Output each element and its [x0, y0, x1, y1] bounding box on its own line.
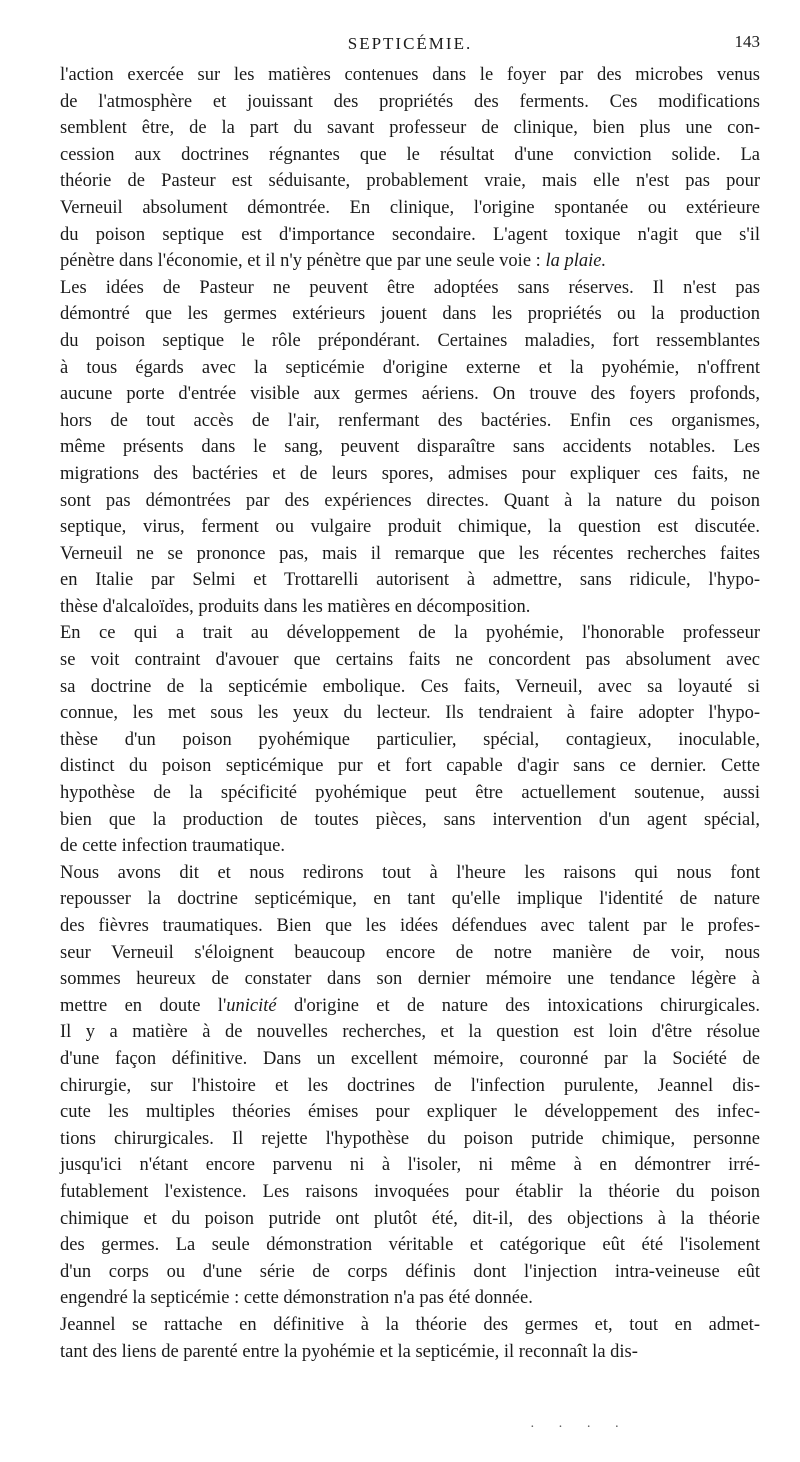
text-line: sa doctrine de la septicémie embolique. Ces faits, Verneuil, avec sa loyauté si — [60, 676, 760, 697]
text-line: des fièvres traumatiques. Bien que les idées défendues avec talent par le profes- — [60, 916, 760, 936]
text-line: du poison septique est d'importance secondaire. L'agent toxique n'agit que s'il — [60, 224, 760, 245]
text-line: à tous égards avec la septicémie d'origine externe et la pyohémie, n'offrent — [60, 357, 760, 378]
running-head: SEPTICÉMIE. — [347, 34, 473, 53]
text-line: septique, virus, ferment ou vulgaire produit chimique, la question est discutée. — [60, 517, 760, 538]
text-line: Jeannel se rattache en définitive à la théorie des germes et, tout en admet- — [60, 1314, 760, 1335]
text-line: seur Verneuil s'éloignent beaucoup encore de notre manière de voir, nous — [60, 942, 760, 963]
text-line: bien que la production de toutes pièces, sans intervention d'un agent spécial, — [60, 809, 760, 830]
paragraph — [60, 62, 760, 275]
text-line: sommes heureux de constater dans son dernier mémoire une tendance légère à — [60, 969, 760, 990]
text-line: chimique et du poison putride ont plutôt été, dit-il, des objections à la théorie — [60, 1208, 760, 1229]
text-line: hors de tout accès de l'air, renfermant des bactéries. Enfin ces organismes, — [60, 410, 760, 431]
text-line: hypothèse de la spécificité pyohémique peut être actuellement soutenue, aussi — [60, 783, 760, 804]
text-line: Il y a matière à de nouvelles recherches, et la question est loin d'être résolue — [60, 1022, 760, 1043]
page-header — [60, 28, 760, 62]
body-text — [60, 62, 760, 1365]
text-line: cute les multiples théories émises pour expliquer le développement des infec- — [60, 1102, 760, 1123]
text-line: démontré que les germes extérieurs jouent dans les propriétés ou la production — [60, 304, 760, 325]
text-line: aucune porte d'entrée visible aux germes aériens. On trouve des foyers profonds, — [60, 384, 760, 405]
text-line: En ce qui a trait au développement de la pyohémie, l'honorable professeur — [60, 623, 760, 644]
text-line: d'un corps ou d'une série de corps définis dont l'injection intra-veineuse eût — [60, 1261, 760, 1282]
footer-marks: · · · · — [530, 1420, 630, 1435]
text-line: distinct du poison septicémique pur et fort capable d'agir sans ce dernier. Cette — [60, 756, 760, 777]
emphasis: la plaie. — [545, 251, 607, 272]
text-line: migrations des bactéries et de leurs spores, admises pour expliquer ces faits, ne — [60, 463, 760, 484]
text-line: chirurgie, sur l'histoire et les doctrines de l'infection purulente, Jeannel dis- — [60, 1075, 760, 1096]
text-line: repousser la doctrine septicémique, en tant qu'elle implique l'identité de nature — [60, 889, 760, 910]
text-line: d'une façon définitive. Dans un excellent mémoire, couronné par la Société de — [60, 1048, 760, 1069]
text-line: des germes. La seule démonstration véritable et catégorique eût été l'isolement — [60, 1235, 760, 1256]
text-line: Nous avons dit et nous redirons tout à l'heure les raisons qui nous font — [60, 862, 760, 883]
text-line: jusqu'ici n'étant encore parvenu ni à l'isoler, ni même à en démontrer irré- — [60, 1155, 760, 1176]
text-line: connue, les met sous les yeux du lecteur. Ils tendraient à faire adopter l'hypo- — [60, 703, 760, 724]
text-line: semblent être, de la part du savant professeur de clinique, bien plus une con- — [60, 118, 760, 139]
text-line: se voit contraint d'avouer que certains faits ne concordent pas absolument avec — [60, 650, 760, 671]
text-line: de l'atmosphère et jouissant des propriétés des ferments. Ces modifications — [60, 91, 760, 112]
text-line: thèse d'un poison pyohémique particulier, spécial, contagieux, inoculable, — [60, 729, 760, 750]
text-line: pénètre dans l'économie, et il n'y pénètre que par une seule voie : la plaie. — [60, 251, 607, 272]
text-line: du poison septique le rôle prépondérant. Certaines maladies, fort ressemblantes — [60, 330, 760, 351]
text-line: Verneuil absolument démontrée. En clinique, l'origine spontanée ou extérieure — [60, 197, 760, 218]
paragraph — [60, 1312, 760, 1365]
text-line: thèse d'alcaloïdes, produits dans les matières en décomposition. — [60, 596, 531, 617]
text-line: cession aux doctrines régnantes que le résultat d'une conviction solide. La — [60, 144, 760, 165]
text-line: tions chirurgicales. Il rejette l'hypothèse du poison putride chimique, personne — [60, 1128, 760, 1149]
text-line: de cette infection traumatique. — [60, 836, 285, 857]
text-line: Les idées de Pasteur ne peuvent être adoptées sans réserves. Il n'est pas — [60, 277, 760, 298]
paragraph — [60, 860, 760, 1312]
emphasis: unicité — [226, 995, 277, 1016]
text-line: même présents dans le sang, peuvent disparaître sans accidents notables. Les — [60, 437, 760, 458]
text-line: tant des liens de parenté entre la pyohémie et la septicémie, il reconnaît la dis- — [60, 1341, 638, 1362]
text-line: théorie de Pasteur est séduisante, probablement vraie, mais elle n'est pas pour — [60, 171, 760, 192]
text-line: engendré la septicémie : cette démonstration n'a pas été donnée. — [60, 1288, 533, 1309]
text-line: futablement l'existence. Les raisons invoquées pour établir la théorie du poison — [60, 1181, 760, 1202]
text-line: l'action exercée sur les matières contenues dans le foyer par des microbes venus — [60, 65, 760, 85]
text-line: sont pas démontrées par des expériences directes. Quant à la nature du poison — [60, 490, 760, 511]
paragraph — [60, 275, 760, 621]
text-line: en Italie par Selmi et Trottarelli autorisent à admettre, sans ridicule, l'hypo- — [60, 570, 760, 591]
text-line: mettre en doute l'unicité d'origine et de nature des intoxications chirurgicales. — [60, 995, 760, 1016]
paragraph — [60, 620, 760, 859]
text-line: Verneuil ne se prononce pas, mais il remarque que les récentes recherches faites — [60, 543, 760, 564]
page-number: 143 — [734, 32, 760, 51]
